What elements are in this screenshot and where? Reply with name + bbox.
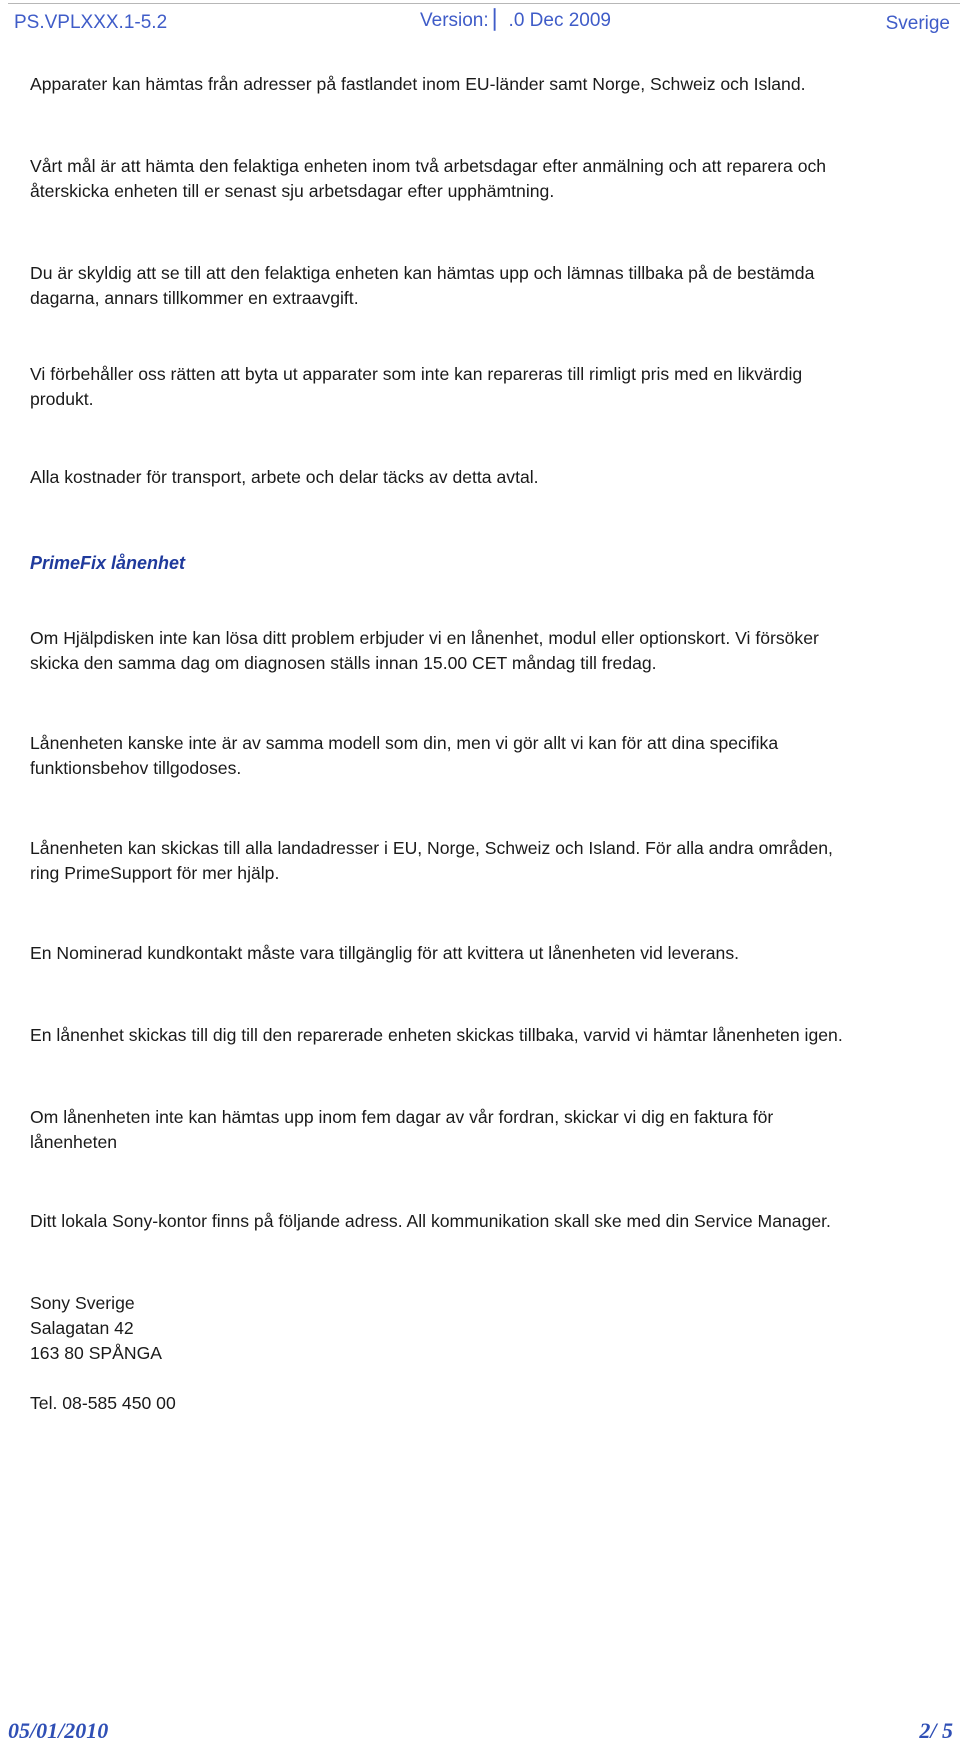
footer-page-number: 2/ 5	[919, 1718, 953, 1743]
page-header	[0, 0, 960, 50]
footer-date: 05/01/2010	[8, 1718, 109, 1743]
document-country: Sverige	[885, 13, 950, 34]
paragraph-pickup-goal: Vårt mål är att hämta den felaktiga enheten inom två arbetsdagar efter anmälning och att reparera och återskicka enheten till er senast sju arbetsdagar efter upphämtning.	[30, 156, 827, 201]
section-heading-primefix: PrimeFix lånenhet	[30, 553, 186, 573]
paragraph-pickup-countries: Apparater kan hämtas från adresser på fastlandet inom EU-länder samt Norge, Schweiz och Island.	[30, 74, 806, 94]
paragraph-replacement-right: Vi förbehåller oss rätten att byta ut apparater som inte kan repareras till rimligt pris med en likvärdig produkt.	[30, 364, 803, 409]
paragraph-local-office: Ditt lokala Sony-kontor finns på följande adress. All kommunikation skall ske med din Service Manager.	[30, 1211, 831, 1231]
document-code: PS.VPLXXX.1-5.2	[14, 12, 168, 33]
paragraph-loan-unit-shipping: Lånenheten kan skickas till alla landadresser i EU, Norge, Schweiz och Island. För alla andra områden, ring PrimeSupport för mer hjälp.	[30, 838, 833, 883]
office-phone: Tel. 08-585 450 00	[30, 1393, 176, 1413]
document-body	[30, 72, 960, 1416]
paragraph-loan-unit-invoice: Om lånenheten inte kan hämtas upp inom fem dagar av vår fordran, skickar vi dig en faktura för lånenheten	[30, 1107, 774, 1152]
paragraph-nominated-contact: En Nominerad kundkontakt måste vara tillgänglig för att kvittera ut lånenheten vid leverans.	[30, 943, 740, 963]
paragraph-loan-unit-return: En lånenhet skickas till dig till den reparerade enheten skickas tillbaka, varvid vi hämtar lånenheten igen.	[30, 1025, 843, 1045]
paragraph-loan-unit-offer: Om Hjälpdisken inte kan lösa ditt problem erbjuder vi en lånenhet, modul eller optionskort. Vi försöker skicka den samma dag om diagnosen ställs innan 15.00 CET måndag till fredag.	[30, 628, 819, 673]
paragraph-customer-obligation: Du är skyldig att se till att den felaktiga enheten kan hämtas upp och lämnas tillbaka på de bestämda dagarna, annars tillkommer en extraavgift.	[30, 263, 815, 308]
document-version: Version: ▏.0 Dec 2009	[420, 10, 612, 31]
paragraph-costs-covered: Alla kostnader för transport, arbete och delar täcks av detta avtal.	[30, 467, 539, 487]
paragraph-loan-unit-model: Lånenheten kanske inte är av samma modell som din, men vi gör allt vi kan för att dina specifika funktionsbehov tillgodoses.	[30, 733, 779, 778]
office-address: Sony Sverige Salagatan 42 163 80 SPÅNGA	[30, 1293, 163, 1363]
